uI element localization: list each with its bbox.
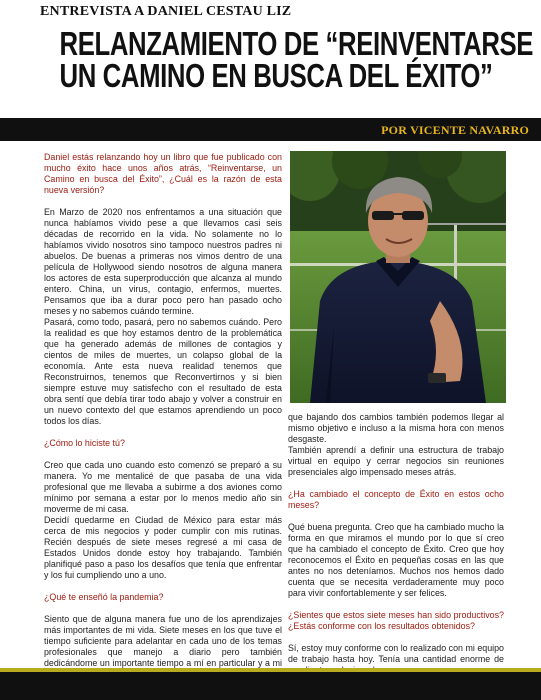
- question-paragraph: Daniel estás relanzando hoy un libro que fue publicado con mucho éxito hace unos años atrás, “Reinventarse, un Camino en busca del Éxito”, ¿Cuál es la razón de esta nueva versión?: [44, 152, 282, 195]
- answer-paragraph: En Marzo de 2020 nos enfrentamos a una situación que nunca habíamos vivido pese a que llevamos casi seis décadas de recorrido en la vida. No solamente no lo habíamos vivido nosotros sino tampoco nuestros padres ni abuelos. De buenas a primeras nos vimos dentro de una película de Hollywood siendo nosotros de alguna manera los actores de esta superproducción que alcanza al mundo entero. China, un virus, contagio, enfermos, muertes. Pensamos que iba a durar poco pero han pasado ocho meses y no sabemos cuándo termine.: [44, 207, 282, 316]
- question-paragraph: ¿Sientes que estos siete meses han sido productivos? ¿Estás conforme con los resultados obtenidos?: [288, 610, 504, 631]
- interviewee-photo: [290, 151, 506, 403]
- question-paragraph: ¿Cómo lo hiciste tú?: [44, 438, 125, 448]
- answer-paragraph: que bajando dos cambios también podemos llegar al mismo objetivo e incluso a la misma hora con menos desgaste.: [288, 412, 504, 444]
- right-column: [288, 412, 504, 676]
- answer-paragraph: Decidí quedarme en Ciudad de México para estar más cerca de mis negocios y poder cumplir con mis rutinas. Recién después de siete meses regresé a mi casa de Estados Unidos donde estoy hoy trabajando. También planifiqué paso a paso los desafíos que tenía que enfrentar y los fui cumpliendo uno a uno.: [44, 515, 282, 580]
- answer-paragraph: Siento que de alguna manera fue uno de los aprendizajes más importantes de mi vida. Siete meses en los que tuve el tiempo suficiente para adelantar en cada uno de los temas profesionales que manejo a diario pero también dedicándome un importante tiempo a mí en particular y a mi: [44, 614, 282, 668]
- question-paragraph: ¿Qué te enseñó la pandemia?: [44, 592, 164, 602]
- answer-paragraph: Pasará, como todo, pasará, pero no sabemos cuándo. Pero la realidad es que hoy estamos dentro de la problemática que ha generado además de millones de contagios y cientos de miles de muertes, un colapso global de la economía. Ante esta nueva realidad tenemos que Reconstruirnos, tenemos que Reconvertirnos y si bien siempre estuve muy satisfecho con el resultado de esta obra sentí que debía tirar todo abajo y volver a construir en un nuevo contexto del que estamos aprendiendo un poco todos los días.: [44, 317, 282, 426]
- question-paragraph: ¿Ha cambiado el concepto de Éxito en estos ocho meses?: [288, 489, 504, 510]
- answer-paragraph: Qué buena pregunta. Creo que ha cambiado mucho la forma en que miramos el mundo por lo que sí creo que ha cambiado el concepto de Éxito. Creo que hoy reconocemos el Éxito en pequeñas cosas en las que antes no nos deteníamos. Muchos nos hemos dado cuenta que se necesita verdaderamente muy poco para vivir confortablemente y ser felices.: [288, 522, 504, 598]
- left-column: [44, 152, 282, 680]
- article-title: [59, 25, 534, 94]
- title-line-2: UN CAMINO EN BUSCA DEL ÉXITO”: [59, 57, 493, 94]
- interview-kicker: ENTREVISTA A DANIEL CESTAU LIZ: [40, 4, 292, 19]
- portrait-illustration: [290, 151, 506, 403]
- answer-paragraph: También aprendí a definir una estructura de trabajo virtual en equipo y cerrar negocios sin reuniones presenciales algo impensado meses atrás.: [288, 445, 504, 477]
- article-header: [0, 0, 541, 118]
- answer-paragraph: Creo que cada uno cuando esto comenzó se preparó a su manera. Yo me mentalicé de que pasaba de una vida profesional que me llevaba a subirme a dos aviones como mínimo por semana a estar por lo menos medio año sin moverme de mi casa.: [44, 460, 282, 514]
- answer-paragraph: Sí, estoy muy conforme con lo realizado con mi equipo de trabajo hasta hoy. Tenía una cantidad enorme de: [288, 643, 504, 664]
- title-line-1: RELANZAMIENTO DE “REINVENTARSE: [59, 25, 534, 62]
- footer-bar: [0, 672, 541, 700]
- author-byline: POR VICENTE NAVARRO: [381, 123, 529, 137]
